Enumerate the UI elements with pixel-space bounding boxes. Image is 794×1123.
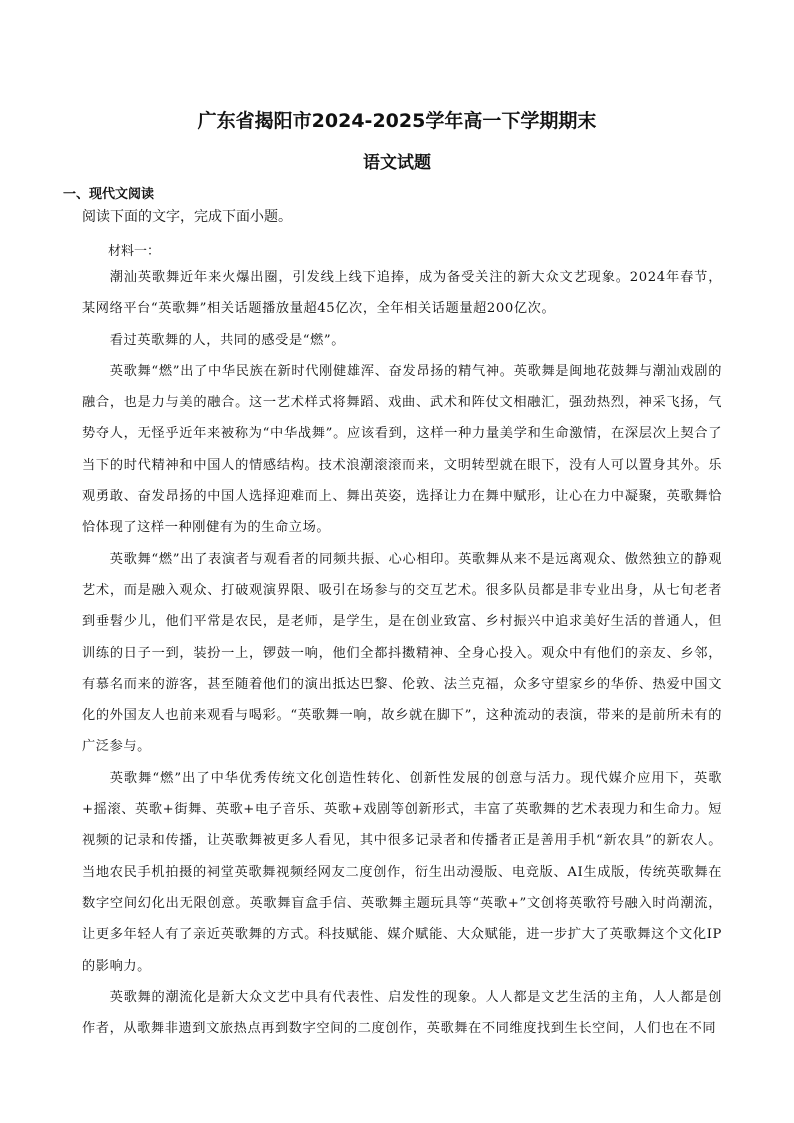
paragraph: 英歌舞“燃”出了中华优秀传统文化创造性转化、创新性发展的创意与活力。现代媒介应用下，英歌+摇滚、英歌+街舞、英歌+电子音乐、英歌+戏剧等创新形式，丰富了英歌舞的艺术表现力和生命力。短视频的记录和传播，让英歌舞被更多人看见，其中很多记录者和传播者正是善用手机“新农具”的新农人。当地农民手机拍摄的祠堂英歌舞视频经网友二度创作，衍生出动漫版、电竞版、AI生成版，传统英歌舞在数字空间幻化出无限创意。英歌舞盲盒手信、英歌舞主题玩具等“英歌+”文创将英歌符号融入时尚潮流，让更多年轻人有了亲近英歌舞的方式。科技赋能、媒介赋能、大众赋能，进一步扩大了英歌舞这个文化IP的影响力。 xyxy=(82,770,722,974)
paragraph: 英歌舞的潮流化是新大众文艺中具有代表性、启发性的现象。人人都是文艺生活的主角，人人都是创作者，从歌舞非遗到文旅热点再到数字空间的二度创作，英歌舞在不同维度找到生长空间，人们也在不同 xyxy=(82,989,722,1037)
material-label: 材料一： xyxy=(108,244,161,259)
document-subtitle: 语文试题 xyxy=(363,153,431,173)
section-heading: 一、现代文阅读 xyxy=(63,187,155,202)
paragraph: 看过英歌舞的人，共同的感受是“燃”。 xyxy=(109,332,346,348)
passage-body xyxy=(82,262,722,1044)
paragraph: 潮汕英歌舞近年来火爆出圈，引发线上线下追捧，成为备受关注的新大众文艺现象。2024年春节，某网络平台“英歌舞”相关话题播放量超45亿次，全年相关话题量超200亿次。 xyxy=(82,270,722,317)
document-title: 广东省揭阳市2024-2025学年高一下学期期末 xyxy=(197,110,597,132)
paragraph: 英歌舞“燃”出了中华民族在新时代刚健雄浑、奋发昂扬的精气神。英歌舞是闽地花鼓舞与潮汕戏剧的融合，也是力与美的融合。这一艺术样式将舞蹈、戏曲、武术和阵仗文相融汇，强劲热烈，神采飞扬，气势夺人，无怪乎近年来被称为“中华战舞”。应该看到，这样一种力量美学和生命激情，在深层次上契合了当下的时代精神和中国人的情感结构。技术浪潮滚滚而来，文明转型就在眼下，没有人可以置身其外。乐观勇敢、奋发昂扬的中国人选择迎难而上、舞出英姿，选择让力在舞中赋形，让心在力中凝聚，英歌舞恰恰体现了这样一种刚健有为的生命立场。 xyxy=(82,363,722,536)
paragraph: 英歌舞“燃”出了表演者与观看者的同频共振、心心相印。英歌舞从来不是远离观众、傲然独立的静观艺术，而是融入观众、打破观演界限、吸引在场参与的交互艺术。很多队员都是非专业出身，从七旬老者到垂髫少儿，他们平常是农民，是老师，是学生，是在创业致富、乡村振兴中追求美好生活的普通人，但训练的日子一到，装扮一上，锣鼓一响，他们全都抖擞精神、全身心投入。观众中有他们的亲友、乡邻，有慕名而来的游客，甚至随着他们的演出抵达巴黎、伦敦、法兰克福，众多守望家乡的华侨、热爱中国文化的外国友人也前来观看与喝彩。“英歌舞一响，故乡就在脚下”，这种流动的表演，带来的是前所未有的广泛参与。 xyxy=(82,551,722,755)
reading-instruction: 阅读下面的文字，完成下面小题。 xyxy=(82,209,292,225)
